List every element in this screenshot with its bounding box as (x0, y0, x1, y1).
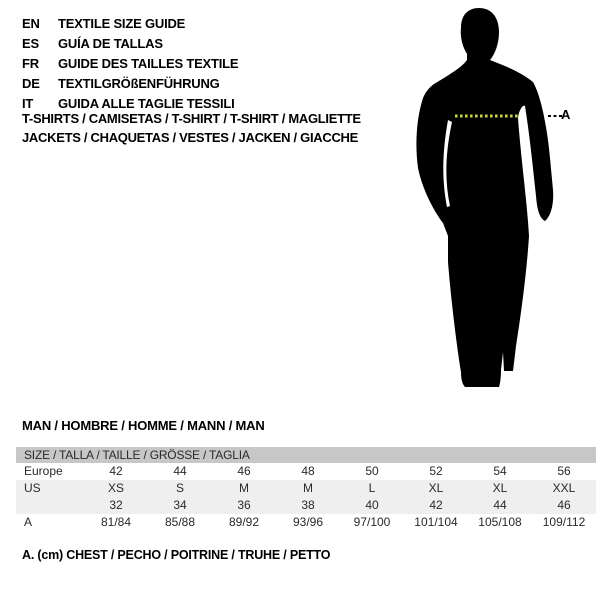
language-row (22, 13, 238, 33)
language-code: DE (22, 75, 40, 91)
language-code: IT (22, 95, 34, 111)
table-row (16, 514, 596, 531)
measurement-footnote: A. (cm) CHEST / PECHO / POITRINE / TRUHE / PETTO (22, 548, 331, 562)
size-value-cell: 48 (301, 464, 315, 478)
size-value-cell: XL (492, 481, 508, 495)
size-value-cell: 44 (493, 498, 507, 512)
size-value-cell: M (239, 481, 249, 495)
size-value-cell: 97/100 (353, 515, 391, 529)
size-value-cell: 56 (557, 464, 571, 478)
size-value-cell: 32 (109, 498, 123, 512)
row-label: A (24, 515, 33, 529)
size-table (16, 447, 596, 531)
size-value-cell: 38 (301, 498, 315, 512)
row-label (16, 497, 84, 514)
size-value-cell: XXL (552, 481, 576, 495)
size-value-cell: 93/96 (292, 515, 324, 529)
size-value-cell: 46 (237, 464, 251, 478)
size-value-cell: 36 (237, 498, 251, 512)
size-value-cell: M (303, 481, 313, 495)
category-line-tshirts: T-SHIRTS / CAMISETAS / T-SHIRT / T-SHIRT / MAGLIETTE (22, 111, 361, 126)
measure-label-a: A (561, 107, 571, 122)
man-silhouette (400, 0, 600, 400)
size-value-cell: 42 (429, 498, 443, 512)
table-row (16, 480, 596, 497)
language-row (22, 33, 238, 53)
size-value-cell: 42 (109, 464, 123, 478)
language-label: TEXTILE SIZE GUIDE (58, 15, 186, 31)
category-lines (22, 109, 361, 147)
language-list (22, 13, 238, 113)
language-row (22, 53, 238, 73)
size-value-cell: 40 (365, 498, 379, 512)
section-title-man: MAN / HOMBRE / HOMME / MANN / MAN (22, 418, 265, 433)
language-code: ES (22, 35, 39, 51)
language-label: TEXTILGRÖßENFÜHRUNG (58, 75, 220, 91)
size-value-cell: 34 (173, 498, 187, 512)
size-value-cell: 54 (493, 464, 507, 478)
language-label: GUIDA ALLE TAGLIE TESSILI (58, 95, 235, 111)
size-value-cell: S (175, 481, 184, 495)
size-table-header: SIZE / TALLA / TAILLE / GRÖSSE / TAGLIA (16, 447, 596, 463)
size-value-cell: 50 (365, 464, 379, 478)
man-silhouette-shape (416, 8, 553, 387)
table-row (16, 463, 596, 480)
table-row (16, 497, 596, 514)
size-value-cell: 101/104 (414, 515, 458, 529)
size-value-cell: 85/88 (164, 515, 196, 529)
row-label: Europe (24, 464, 63, 478)
size-value-cell: 44 (173, 464, 187, 478)
language-label: GUÍA DE TALLAS (58, 35, 163, 51)
row-label: US (24, 481, 41, 495)
size-table-body (16, 463, 596, 531)
size-value-cell: 105/108 (478, 515, 522, 529)
language-code: EN (22, 15, 40, 31)
size-value-cell: XL (428, 481, 444, 495)
size-value-cell: 109/112 (542, 515, 586, 529)
language-label: GUIDE DES TAILLES TEXTILE (58, 55, 239, 71)
category-line-jackets: JACKETS / CHAQUETAS / VESTES / JACKEN / GIACCHE (22, 130, 358, 145)
size-value-cell: XS (107, 481, 124, 495)
size-value-cell: 81/84 (100, 515, 132, 529)
size-value-cell: L (368, 481, 376, 495)
size-value-cell: 46 (557, 498, 571, 512)
language-row (22, 73, 238, 93)
language-code: FR (22, 55, 39, 71)
size-value-cell: 89/92 (228, 515, 260, 529)
size-value-cell: 52 (429, 464, 443, 478)
